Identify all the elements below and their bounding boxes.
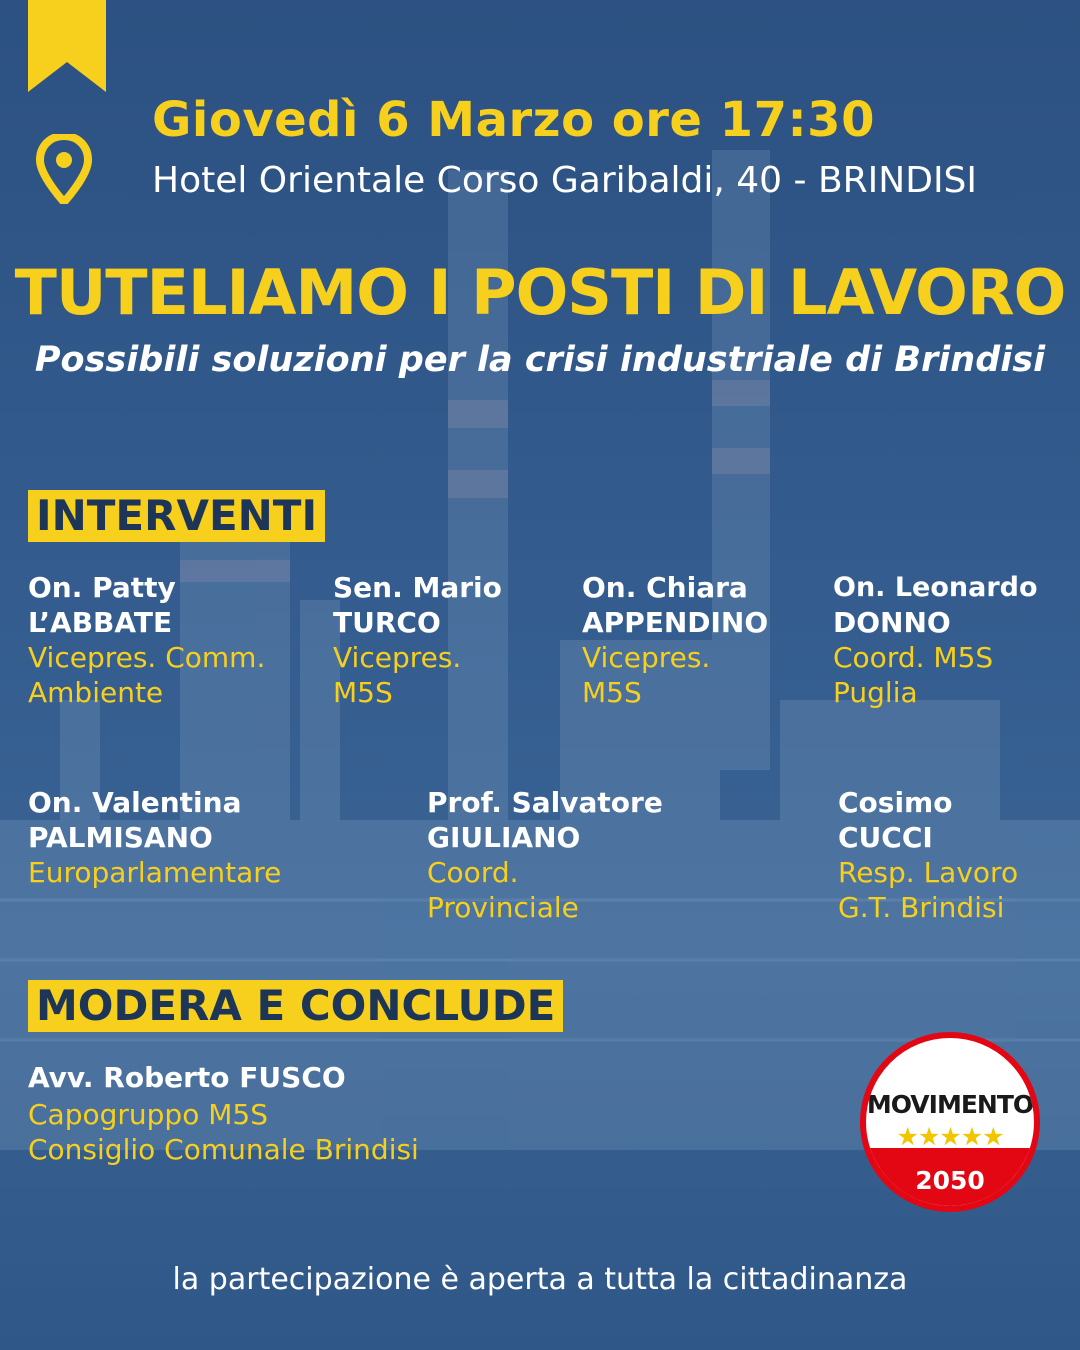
speaker-role: Resp. Lavoro: [838, 856, 1019, 889]
logo-year: 2050: [915, 1166, 985, 1195]
speaker-surname: DONNO: [833, 606, 951, 639]
speaker-role: M5S: [333, 676, 393, 709]
speaker-name: Sen. Mario: [333, 571, 502, 604]
speaker-name: On. Leonardo: [833, 572, 1038, 603]
speaker-card: [838, 785, 1018, 925]
speaker-name: On. Patty: [28, 571, 176, 604]
speaker-role: Puglia: [833, 676, 918, 709]
speaker-surname: L’ABBATE: [28, 606, 173, 639]
interventi-section-label: INTERVENTI: [28, 490, 325, 542]
speaker-role: Coord.: [427, 856, 519, 889]
speaker-name: Prof. Salvatore: [427, 786, 663, 819]
speaker-card: [833, 570, 1038, 710]
speaker-role: Ambiente: [28, 676, 164, 709]
speaker-card: [28, 570, 265, 710]
speaker-role: Provinciale: [427, 891, 579, 924]
poster-title: TUTELIAMO I POSTI DI LAVORO: [14, 256, 1066, 329]
speaker-surname: PALMISANO: [28, 821, 213, 854]
moderator-role: Capogruppo M5S: [28, 1098, 268, 1131]
moderator-role: Consiglio Comunale Brindisi: [28, 1133, 419, 1166]
map-pin-icon: [36, 134, 92, 204]
speaker-card: [28, 785, 281, 890]
logo-name: MOVIMENTO: [866, 1090, 1034, 1119]
speaker-surname: CUCCI: [838, 821, 933, 854]
speaker-surname: GIULIANO: [427, 821, 581, 854]
poster-subtitle: Possibili soluzioni per la crisi industriale di Brindisi: [34, 340, 1046, 380]
moderator-name: Avv. Roberto FUSCO: [28, 1061, 346, 1094]
speaker-name: Cosimo: [838, 786, 953, 819]
moderator-card: [28, 1060, 419, 1167]
speaker-name: On. Valentina: [28, 786, 242, 819]
moderator-section-label: MODERA E CONCLUDE: [28, 980, 563, 1032]
speaker-role: Europarlamentare: [28, 856, 282, 889]
speaker-role: M5S: [582, 676, 642, 709]
speaker-card: [427, 785, 663, 925]
speaker-name: On. Chiara: [582, 571, 748, 604]
event-venue: Hotel Orientale Corso Garibaldi, 40 - BRINDISI: [152, 160, 978, 201]
footer-note: la partecipazione è aperta a tutta la cittadinanza: [172, 1262, 908, 1297]
speaker-surname: TURCO: [333, 606, 441, 639]
speaker-role: G.T. Brindisi: [838, 891, 1005, 924]
speaker-role: Vicepres.: [582, 641, 711, 674]
speaker-card: [582, 570, 768, 710]
speaker-role: Coord. M5S: [833, 641, 994, 674]
speaker-card: [333, 570, 502, 710]
speaker-role: Vicepres. Comm.: [28, 641, 266, 674]
movimento-logo: [860, 1032, 1040, 1212]
logo-disc: [860, 1032, 1040, 1212]
speaker-surname: APPENDINO: [582, 606, 769, 639]
event-date-time: Giovedì 6 Marzo ore 17:30: [152, 92, 875, 148]
bookmark-ribbon-icon: [28, 0, 106, 92]
logo-stars: ★★★★★: [896, 1122, 1004, 1151]
speaker-role: Vicepres.: [333, 641, 462, 674]
